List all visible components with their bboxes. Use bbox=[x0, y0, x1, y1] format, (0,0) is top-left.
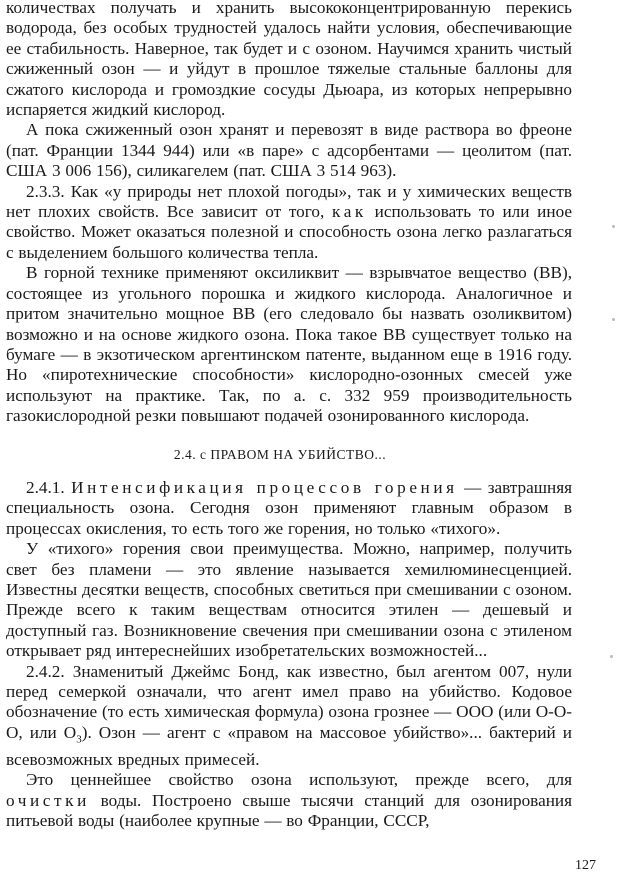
text-run: — завтрашняя специальность озона. Сегодня озон применяют главным образом в процессах окисления, то есть того же горения, но только «тихого». bbox=[6, 478, 572, 538]
paragraph bbox=[6, 478, 572, 539]
scan-speck bbox=[612, 318, 615, 321]
scan-speck bbox=[612, 225, 615, 228]
text-run: 2.4.2. Знаменитый Джеймс Бонд, как известно, был агентом 007, нули перед семеркой означали, что агент имел право на убийство. Кодовое обозначение (то есть химическая формула) озона грознее — ООО (или О-О-О, или О bbox=[6, 661, 572, 742]
text-run: использовать то или иное свойство. Может оказаться полезной и способность озона легко разлагаться с выделением большого количества тепла. bbox=[6, 202, 572, 262]
paragraph: количествах получать и хранить высококонцентрированную перекись водорода, без особых трудностей удалось найти условия, обеспечивающие ее стабильность. Наверное, так будет и с озоном. Научимся хранить чистый сжиженный озон — и уйдут в прошлое тяжелые стальные баллоны для сжатого кислорода и громоздкие сосуды Дьюара, из которых непрерывно испаряется жидкий кислород. bbox=[6, 0, 572, 120]
page-number: 127 bbox=[575, 858, 596, 873]
text-block-top bbox=[6, 0, 572, 427]
spaced-emphasis: как bbox=[332, 202, 367, 222]
text-run: 2.4.1. bbox=[26, 478, 72, 497]
spaced-emphasis: очистки bbox=[6, 790, 90, 810]
text-block-bottom bbox=[6, 478, 572, 831]
spaced-emphasis: Интенсификация процессов горения bbox=[71, 478, 458, 497]
paragraph bbox=[6, 662, 572, 770]
paragraph bbox=[6, 770, 572, 831]
text-run: 2.3.3. Как «у природы нет плохой погоды», так и у химических веществ нет плохих свойств. Все зависит от того, bbox=[6, 181, 572, 222]
paragraph bbox=[6, 182, 572, 264]
scan-speck bbox=[610, 655, 613, 658]
subscript: 3 bbox=[76, 733, 82, 746]
text-run: Это ценнейшее свойство озона используют, прежде всего, для bbox=[26, 770, 572, 790]
text-run: воды. Построено свыше тысячи станций для озонирования питьевой воды (наиболее крупные — во Франции, СССР, bbox=[6, 790, 572, 830]
text-run: ). Озон — агент с «правом на массовое убийство»... бактерий и всевозможных вредных примесей. bbox=[6, 722, 572, 769]
paragraph: В горной технике применяют оксиликвит — взрывчатое вещество (ВВ), состоящее из угольного порошка и жидкого кислорода. Аналогичное и притом значительно мощное ВВ (его следовало бы назвать озоликвитом) возможно и на основе жидкого озона. Пока такое ВВ существует только на бумаге — в экзотическом аргентинском патенте, выданном еще в 1916 году. Но «пиротехнические способности» кислородно-озонных смесей уже используют на практике. Так, по а. с. 332 959 производительность газокислородной резки повышают подачей озонированного кислорода. bbox=[6, 263, 572, 426]
section-heading: 2.4. с ПРАВОМ НА УБИЙСТВО... bbox=[173, 447, 387, 462]
paragraph: У «тихого» горения свои преимущества. Можно, например, получить свет без пламени — это явление называется хемилюминесценцией. Известны десятки веществ, способных светиться при смешивании с озоном. Прежде всего к таким веществам относится этилен — дешевый и доступный газ. Возникновение свечения при смешивании озона с этиленом открывает ряд интереснейших изобретательских возможностей... bbox=[6, 539, 572, 661]
paragraph: А пока сжиженный озон хранят и перевозят в виде раствора во фреоне (пат. Франции 1344 944) или «в паре» с адсорбентами — цеолитом (пат. США 3 006 156), силикагелем (пат. США 3 514 963). bbox=[6, 120, 572, 181]
